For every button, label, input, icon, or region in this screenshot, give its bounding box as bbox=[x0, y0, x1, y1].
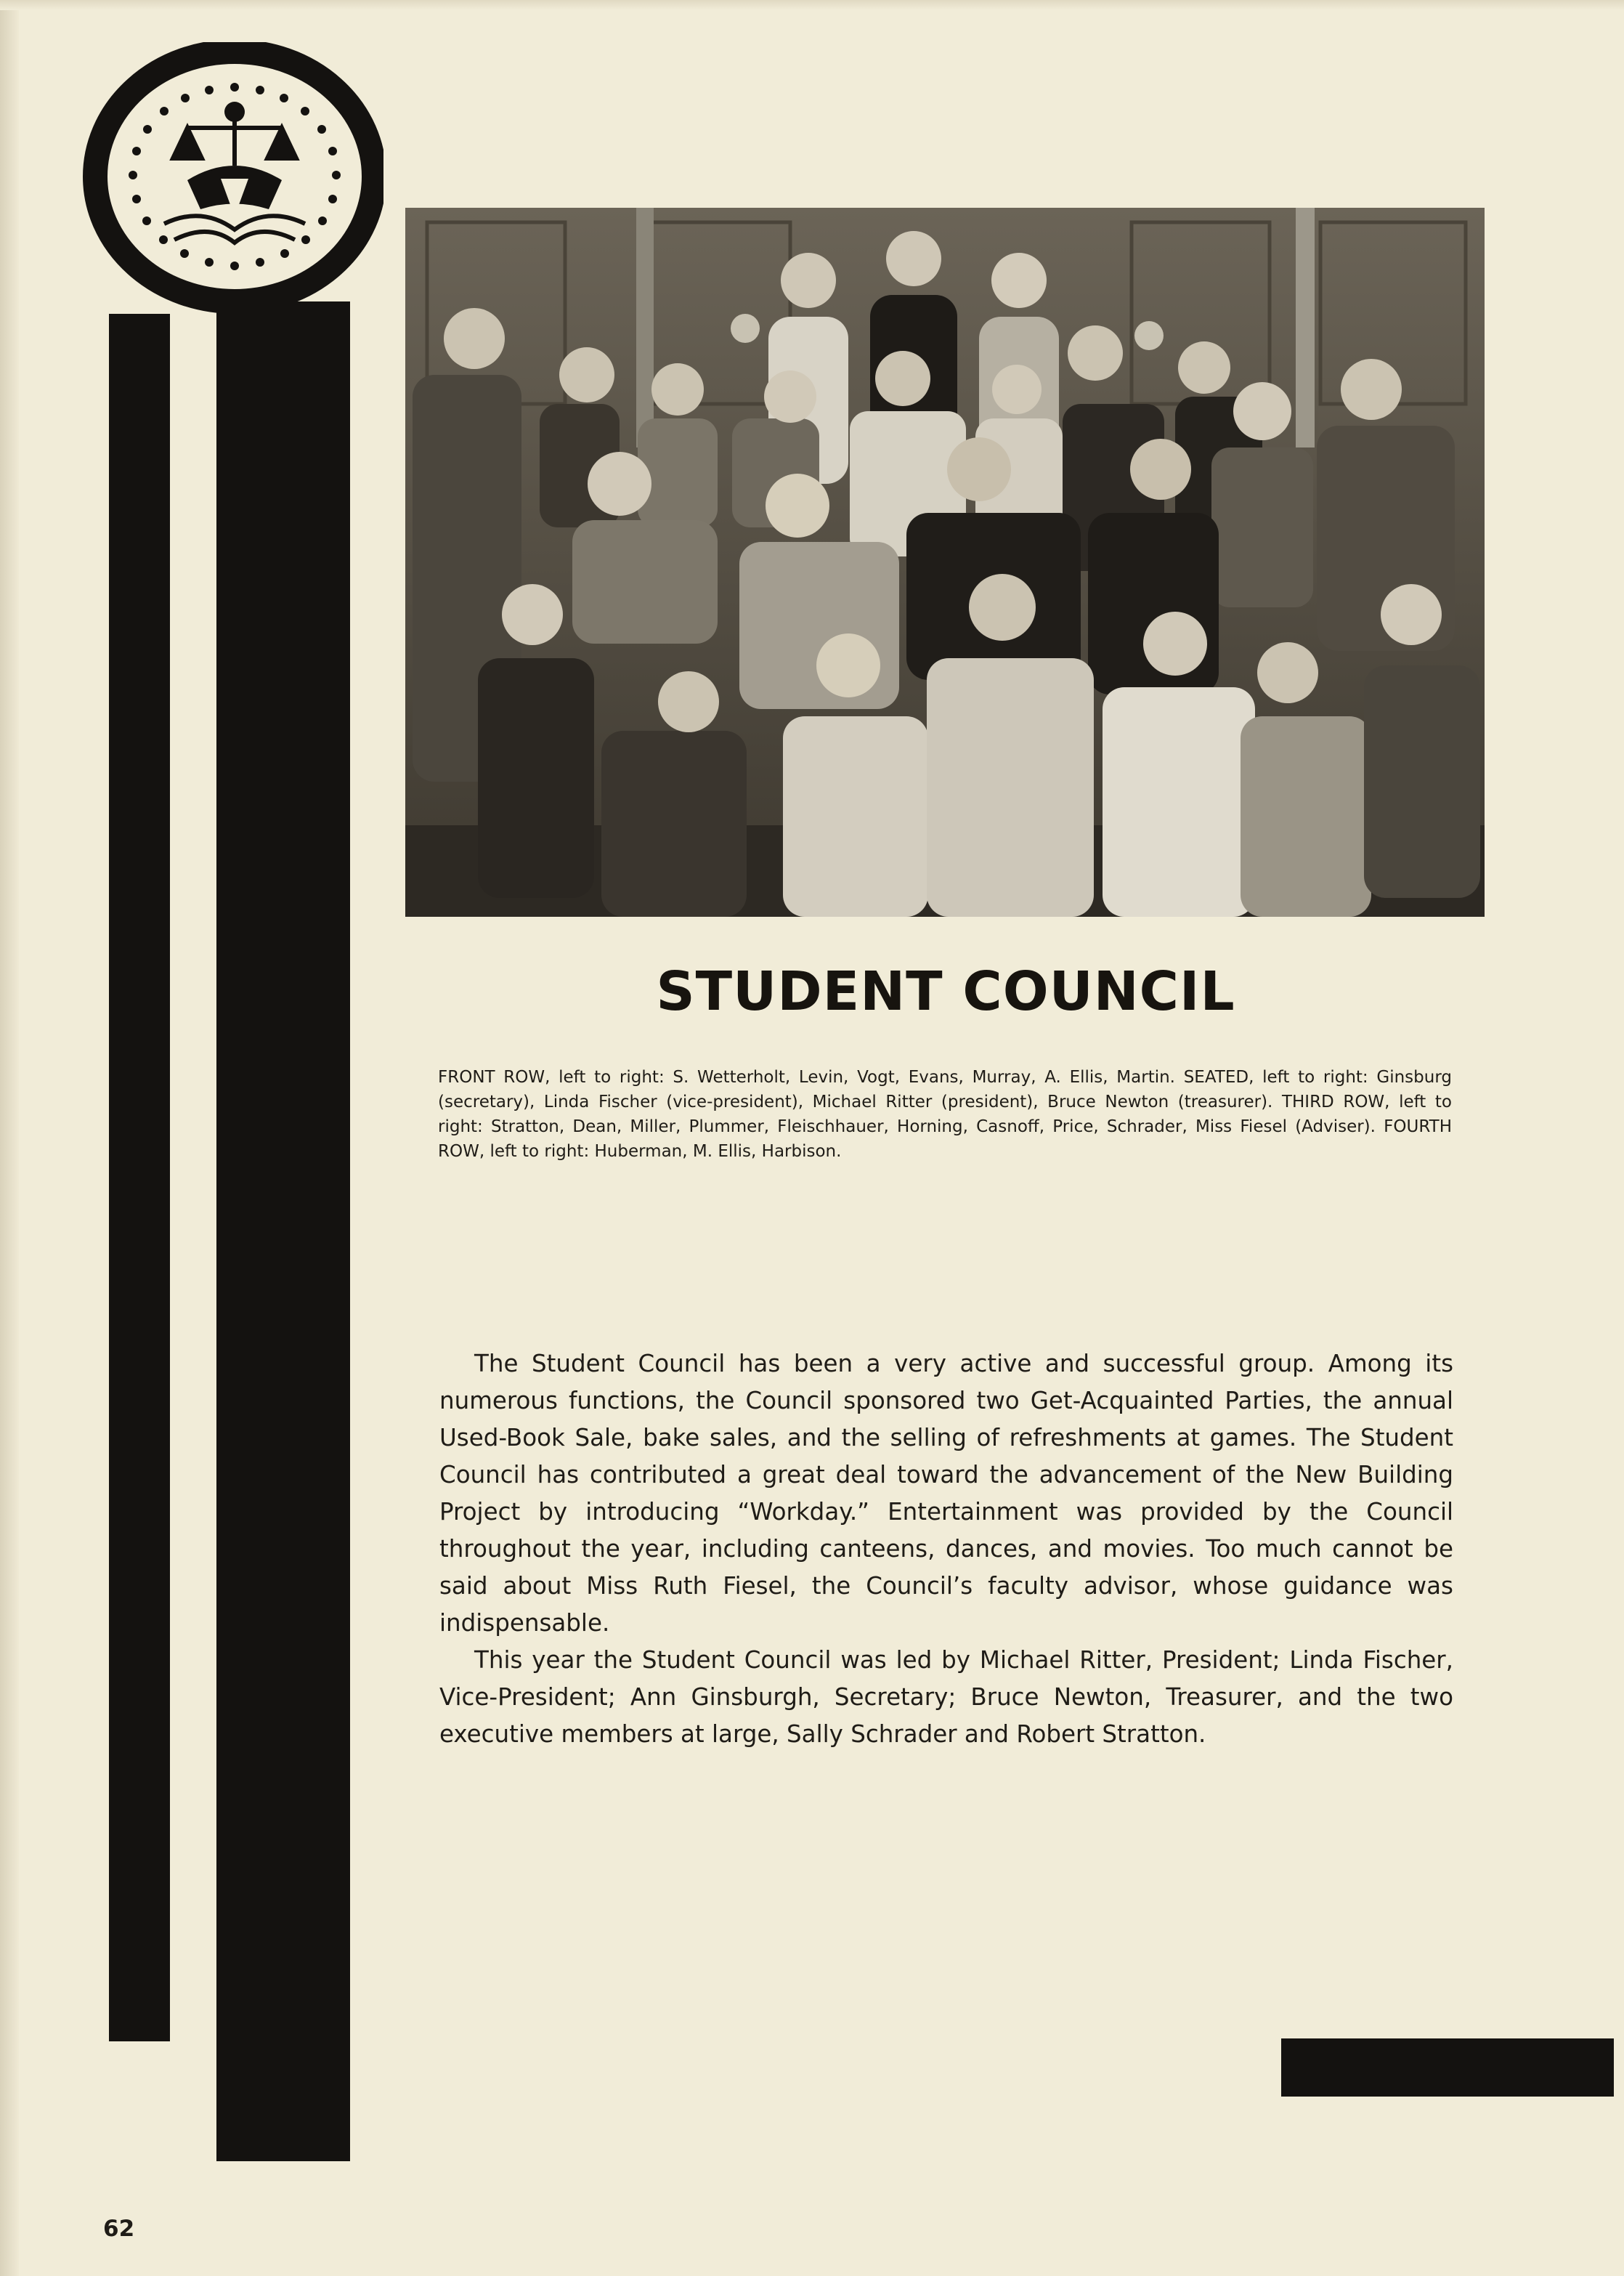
decorative-bar-right bbox=[216, 301, 350, 2161]
page-number: 62 bbox=[103, 2216, 135, 2242]
paragraph: The Student Council has been a very active and successful group. Among its numerous functions, the Council sponsored two Get-Acquainted Parties, the annual Used-Book Sale, bake sales, and the selling of refreshments at games. The Student Council has contributed a great deal toward the advancement of the New Building Project by introducing “Workday.” Entertainment was provided by the Council throughout the year, including canteens, dances, and movies. Too much cannot be said about Miss Ruth Fiesel, the Council’s faculty advisor, whose guidance was indispensable. bbox=[439, 1350, 1453, 1637]
group-photograph bbox=[405, 208, 1485, 917]
photo-caption: FRONT ROW, left to right: S. Wetterholt, Levin, Vogt, Evans, Murray, A. Ellis, Martin. SEATED, left to right: Ginsburg (secretary), Linda Fischer (vice-president), Michael Ritter (president), Bruce Newton (treasurer). THIRD ROW, left to right: Stratton, Dean, Miller, Plummer, Fleischhauer, Horning, Casnoff, Price, Schrader, Miss Fiesel (Adviser). FOURTH ROW, left to right: Huberman, M. Ellis, Harbison. bbox=[438, 1068, 1452, 1161]
decorative-bar-bottom bbox=[1281, 2038, 1614, 2097]
paragraph: This year the Student Council was led by Michael Ritter, President; Linda Fischer, Vice-President; Ann Ginsburgh, Secretary; Bruce Newton, Treasurer, and the two executive members at large, Sally Schrader and Robert Stratton. bbox=[439, 1646, 1453, 1748]
student-council-seal-icon bbox=[78, 42, 383, 318]
article-body bbox=[439, 1345, 1453, 1753]
decorative-bar-left bbox=[109, 314, 170, 2041]
page-edge-top bbox=[0, 0, 1624, 10]
page-edge bbox=[0, 0, 19, 2276]
page-title: STUDENT COUNCIL bbox=[656, 960, 1235, 1023]
